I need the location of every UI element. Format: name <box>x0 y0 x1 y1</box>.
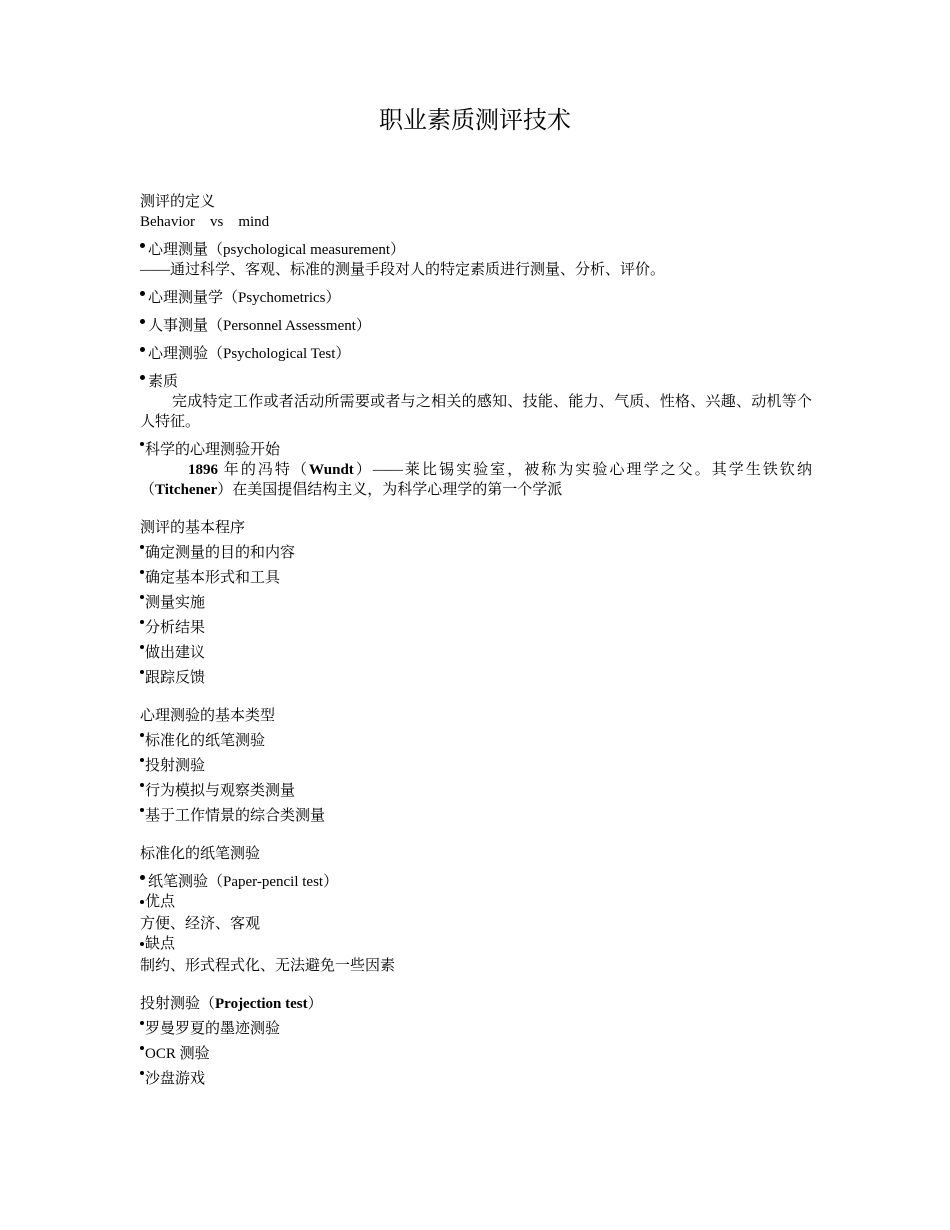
bullet-icon <box>140 375 145 380</box>
bullet-icon <box>140 319 145 324</box>
section-heading-paper-pencil: 标准化的纸笔测验 <box>140 846 261 862</box>
bullet-icon <box>140 347 145 352</box>
bullet-icon <box>140 900 144 904</box>
bullet-icon <box>140 545 144 549</box>
list-item: 心理测量学（Psychometrics） <box>140 288 812 308</box>
list-item: 缺点 <box>140 934 812 954</box>
list-item: 确定测量的目的和内容 <box>140 543 812 563</box>
definition-desc: ——通过科学、客观、标准的测量手段对人的特定素质进行测量、分析、评价。 <box>140 262 666 278</box>
bullet-icon <box>140 875 145 880</box>
list-item: 确定基本形式和工具 <box>140 568 812 588</box>
behavior-vs-mind: Behavior vs mind <box>140 214 270 230</box>
bullet-icon <box>140 620 144 624</box>
bullet-icon <box>140 570 144 574</box>
bullet-icon <box>140 442 144 446</box>
bullet-icon <box>140 783 144 787</box>
list-item: 科学的心理测验开始 <box>140 440 812 460</box>
section-heading-procedure: 测评的基本程序 <box>140 520 246 536</box>
list-item: 基于工作情景的综合类测量 <box>140 806 812 826</box>
bullet-icon <box>140 733 144 737</box>
list-item: OCR 测验 <box>140 1044 812 1064</box>
bullet-icon <box>140 1046 144 1050</box>
list-item: 心理测验（Psychological Test） <box>140 344 812 364</box>
section-heading-types: 心理测验的基本类型 <box>140 708 276 724</box>
bullet-icon <box>140 670 144 674</box>
bullet-icon <box>140 645 144 649</box>
bullet-icon <box>140 595 144 599</box>
pros-text: 方便、经济、客观 <box>140 916 261 932</box>
section-heading-definition: 测评的定义 <box>140 194 216 210</box>
list-item: 跟踪反馈 <box>140 668 812 688</box>
bullet-icon <box>140 942 144 946</box>
list-item: 标准化的纸笔测验 <box>140 731 812 751</box>
bullet-icon <box>140 1071 144 1075</box>
history-desc: 1896 年的冯特（Wundt）——莱比锡实验室，被称为实验心理学之父。其学生铁钦纳（Titchener）在美国提倡结构主义，为科学心理学的第一个学派 <box>140 462 812 498</box>
document-body <box>140 192 812 1089</box>
bullet-icon <box>140 291 145 296</box>
list-item: 投射测验 <box>140 756 812 776</box>
list-item: 沙盘游戏 <box>140 1069 812 1089</box>
list-item: 罗曼罗夏的墨迹测验 <box>140 1019 812 1039</box>
list-item: 行为模拟与观察类测量 <box>140 781 812 801</box>
bullet-icon <box>140 758 144 762</box>
list-item: 素质 <box>140 372 812 392</box>
document-title: 职业素质测评技术 <box>379 108 571 134</box>
bullet-icon <box>140 243 145 248</box>
bullet-icon <box>140 808 144 812</box>
quality-desc: 完成特定工作或者活动所需要或者与之相关的感知、技能、能力、气质、性格、兴趣、动机等个人特征。 <box>140 394 812 430</box>
section-heading-projection: 投射测验（Projection test） <box>140 996 323 1012</box>
bullet-icon <box>140 1021 144 1025</box>
list-item: 分析结果 <box>140 618 812 638</box>
list-item: 优点 <box>140 892 812 912</box>
cons-text: 制约、形式程式化、无法避免一些因素 <box>140 958 396 974</box>
list-item: 测量实施 <box>140 593 812 613</box>
list-item: 人事测量（Personnel Assessment） <box>140 316 812 336</box>
list-item: 心理测量（psychological measurement） <box>140 240 812 260</box>
list-item: 纸笔测验（Paper-pencil test） <box>140 872 812 892</box>
list-item: 做出建议 <box>140 643 812 663</box>
